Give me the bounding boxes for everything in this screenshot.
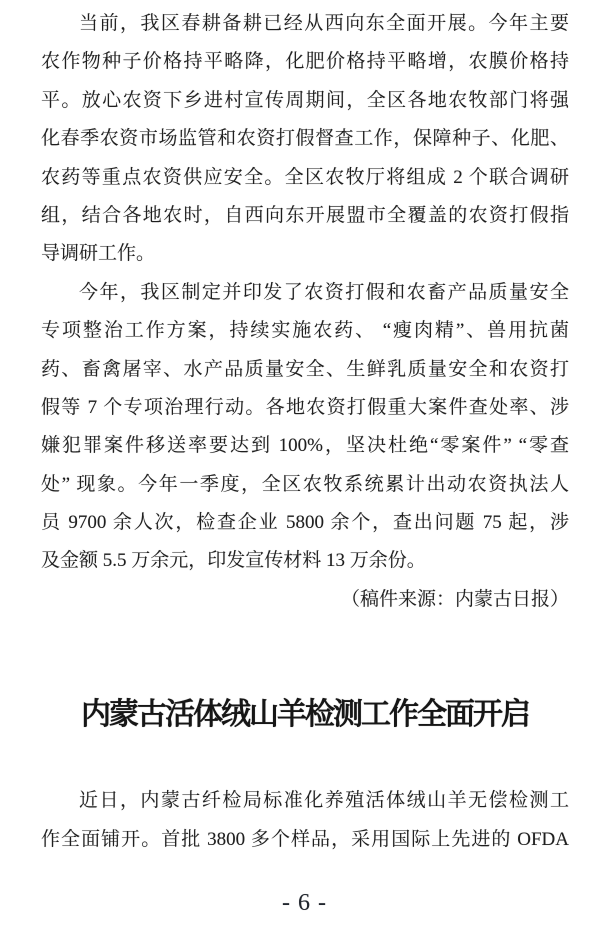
source-attribution: （稿件来源：内蒙古日报）	[340, 588, 569, 610]
body-text-line: 作全面铺开。首批 3800 多个样品，采用国际上先进的 OFDA	[41, 828, 569, 850]
article-agri-supplies-body	[41, 5, 569, 619]
body-text-line: 化春季农资市场监管和农资打假督查工作，保障种子、化肥、	[41, 128, 569, 150]
body-text-line: 处” 现象。今年一季度，全区农牧系统累计出动农资执法人	[41, 473, 569, 495]
body-text-line: 组，结合各地农时，自西向东开展盟市全覆盖的农资打假指	[41, 204, 569, 226]
body-text-line: 药、畜禽屠宰、水产品质量安全、生鲜乳质量安全和农资打	[41, 358, 569, 380]
body-text-line: 当前，我区春耕备耕已经从西向东全面开展。今年主要	[79, 13, 569, 34]
body-text-line: 专项整治工作方案，持续实施农药、 “瘦肉精”、兽用抗菌	[41, 320, 569, 342]
page-number: - 6 -	[282, 890, 327, 916]
article-title: 内蒙古活体绒山羊检测工作全面开启	[81, 698, 529, 732]
document-content	[41, 5, 569, 859]
body-text-line: 农药等重点农资供应安全。全区农牧厅将组成 2 个联合调研	[41, 166, 569, 188]
article-goat-testing	[41, 695, 569, 859]
body-text-line: 及金额 5.5 万余元，印发宣传材料 13 万余份。	[41, 550, 426, 572]
body-text-line: 导调研工作。	[41, 243, 156, 265]
body-text-line: 嫌犯罪案件移送率要达到 100%，坚决杜绝“零案件” “零查	[41, 435, 569, 457]
body-text-line: 农作物种子价格持平略降，化肥价格持平略增，农膜价格持	[41, 51, 569, 73]
body-text-line: 今年，我区制定并印发了农资打假和农畜产品质量安全	[79, 281, 569, 303]
body-text-line: 平。放心农资下乡进村宣传周期间，全区各地农牧部门将强	[41, 89, 569, 111]
body-text-line: 假等 7 个专项治理行动。各地农资打假重大案件查处率、涉	[41, 396, 569, 418]
body-text-line: 员 9700 余人次，检查企业 5800 余个，查出问题 75 起，涉	[41, 512, 569, 534]
body-text-line: 近日，内蒙古纤检局标准化养殖活体绒山羊无偿检测工	[79, 790, 569, 812]
